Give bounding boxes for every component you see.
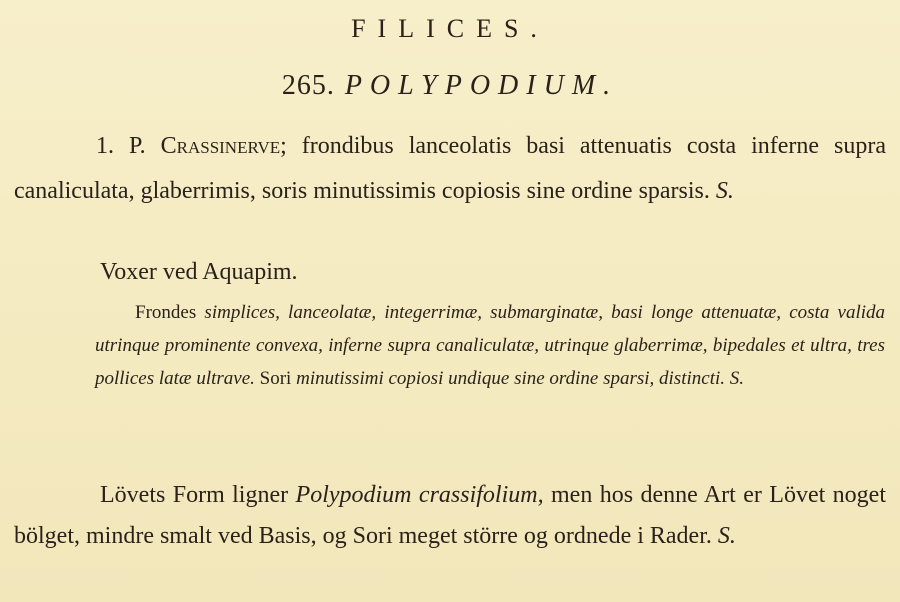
comparison-note — [14, 475, 886, 557]
description-italic-1: simplices, lanceolatæ, integerrimæ, submarginatæ, basi longe attenuatæ, costa valida utrinque prominente convexa, inferne supra canaliculatæ, utrinque glaberrimæ, bipedales et ultra, tres pollices latæ ultrave. — [95, 302, 886, 389]
note-before: Lövets Form ligner — [100, 482, 289, 508]
description-italic-2: minutissimi copiosi undique sine ordine sparsi, distincti. — [296, 368, 726, 389]
species-description — [95, 296, 885, 395]
species-name: P. Crassinerve — [128, 133, 281, 159]
note-after: men hos denne Art er Lövet noget bölget, mindre smalt ved Basis, og Sori meget större og ordnede i Rader. — [14, 482, 887, 549]
genus-number: 265. — [281, 70, 335, 101]
family-heading: FILICES. — [351, 14, 549, 43]
habitat-line: Voxer ved Aquapim. — [100, 259, 298, 285]
species-number: 1. — [96, 133, 114, 159]
species-diagnosis — [14, 124, 886, 214]
description-author: S. — [729, 368, 745, 389]
note-species: Polypodium crassifolium, — [295, 482, 544, 508]
genus-heading — [0, 70, 900, 102]
description-word-1: Frondes — [135, 302, 197, 323]
species-diagnosis-text: ; frondibus lanceolatis basi attenuatis costa inferne supra canaliculata, glaberrimis, soris minutissimis copiosis sine ordine sparsis. — [14, 133, 887, 204]
genus-name: POLYPODIUM. — [344, 70, 619, 101]
description-word-2: Sori — [259, 368, 292, 389]
note-author: S. — [717, 523, 736, 549]
species-author: S. — [715, 178, 734, 204]
